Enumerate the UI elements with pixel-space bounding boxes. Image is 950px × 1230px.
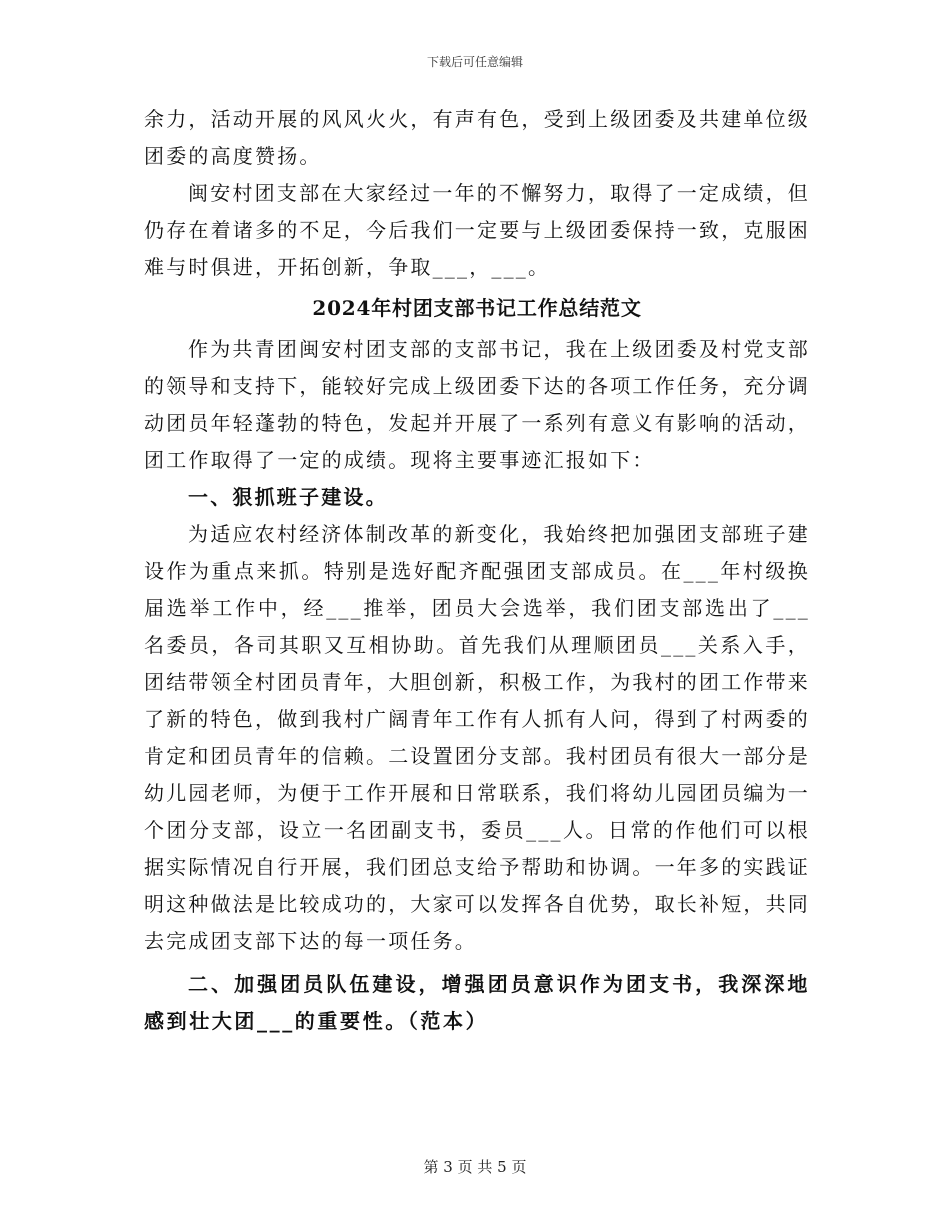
paragraph-conclusion: 闽安村团支部在大家经过一年的不懈努力，取得了一定成绩，但仍存在着诸多的不足，今后我们一定要与上级团委保持一致，克服困难与时俱进，开拓创新，争取___，___。 <box>144 181 810 279</box>
paragraph-intro: 作为共青团闽安村团支部的支部书记，我在上级团委及村党支部的领导和支持下，能较好完成上级团委下达的各项工作任务，充分调动团员年轻蓬勃的特色，发起并开展了一系列有意义有影响的活动，团工作取得了一定的成绩。现将主要事迹汇报如下： <box>144 337 810 472</box>
section-heading-2: 二、加强团员队伍建设，增强团员意识作为团支书，我深深地感到壮大团___的重要性。（范本） <box>144 972 810 1033</box>
paragraph-section-1: 为适应农村经济体制改革的新变化，我始终把加强团支部班子建设作为重点来抓。特别是选好配齐配强团支部成员。在___年村级换届选举工作中，经___推举，团员大会选举，我们团支部选出了___名委员，各司其职又互相协助。首先我们从理顺团员___关系入手，团结带领全村团员青年，大胆创新，积极工作，为我村的团工作带来了新的特色，做到我村广阔青年工作有人抓有人问，得到了村两委的肯定和团员青年的信赖。二设置团分支部。我村团员有很大一部分是幼儿园老师，为便于工作开展和日常联系，我们将幼儿园团员编为一个团分支部，设立一名团副支书，委员___人。日常的作他们可以根据实际情况自行开展，我们团总支给予帮助和协调。一年多的实践证明这种做法是比较成功的，大家可以发挥各自优势，取长补短，共同去完成团支部下达的每一项任务。 <box>144 522 810 953</box>
paragraph-continued: 余力，活动开展的风风火火，有声有色，受到上级团委及共建单位级团委的高度赞扬。 <box>144 107 810 168</box>
page-footer: 第 3 页 共 5 页 <box>423 1158 527 1176</box>
document-body <box>144 101 810 1040</box>
page-header: 下载后可任意编辑 <box>426 55 523 69</box>
document-title: 2024年村团支部书记工作总结范文 <box>312 296 642 320</box>
section-heading-1: 一、狠抓班子建设。 <box>188 485 388 509</box>
